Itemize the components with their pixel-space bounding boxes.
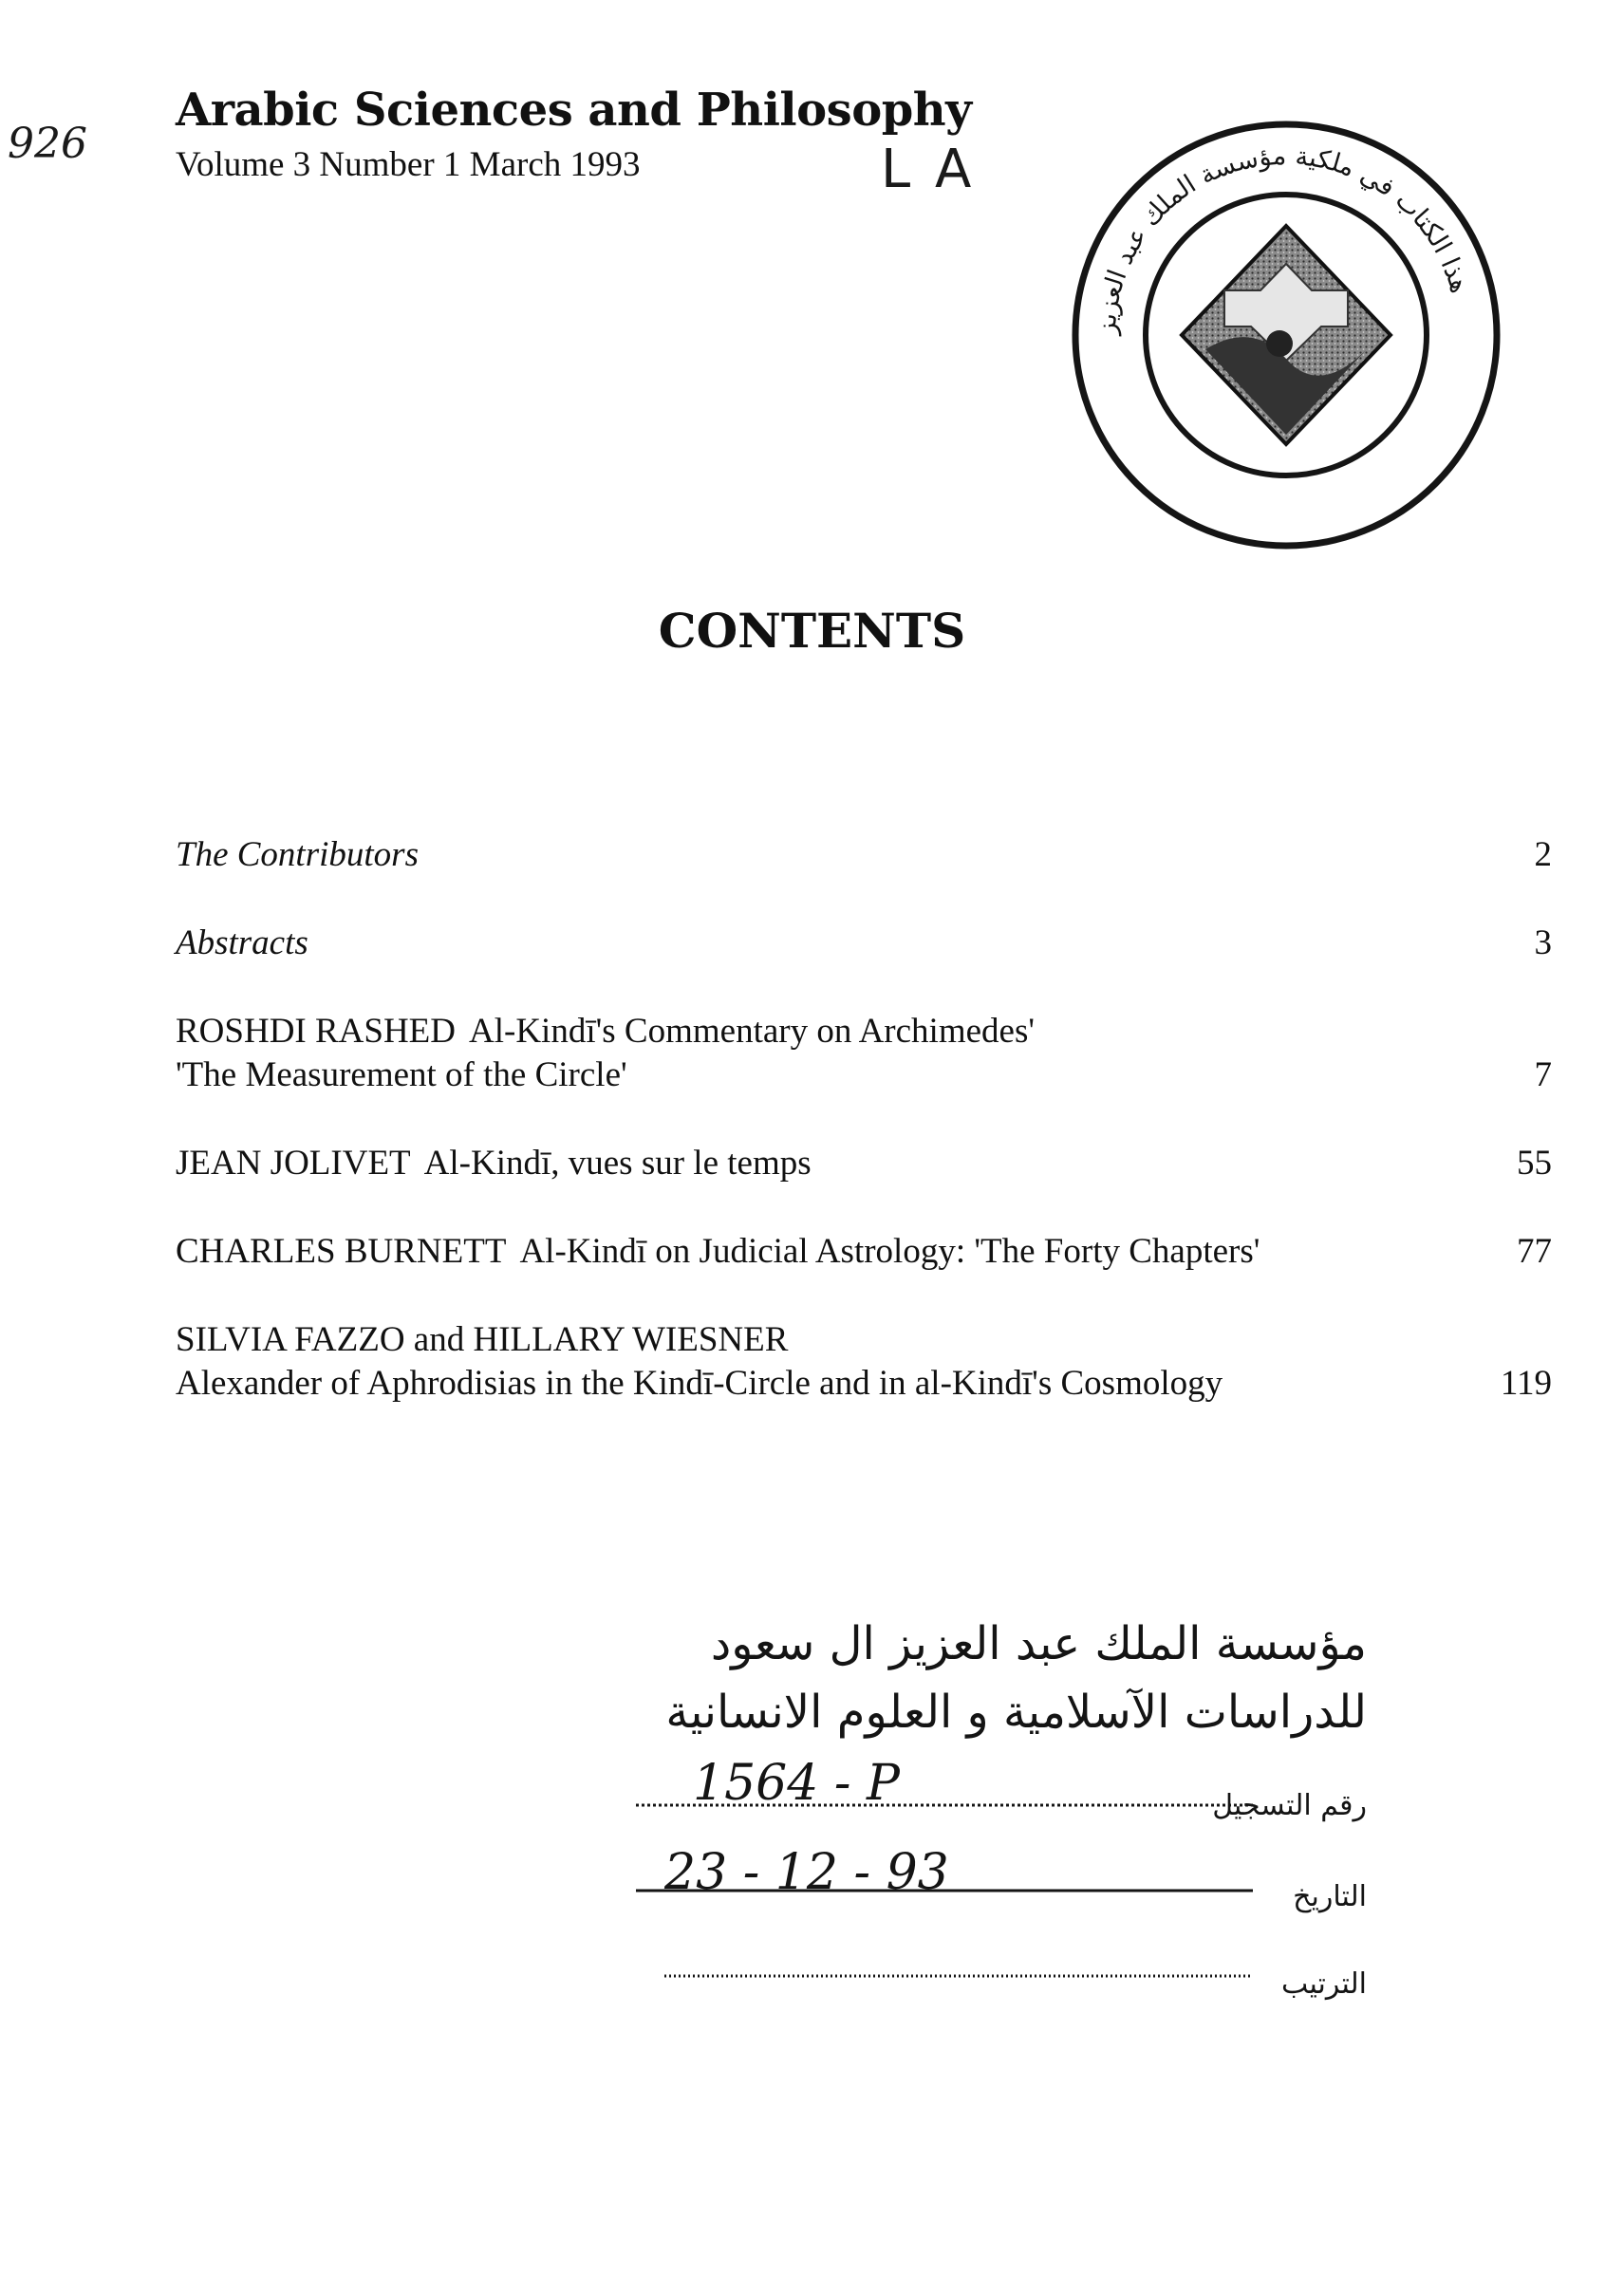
toc-entry-fazzo-wiesner: [176, 1318, 1552, 1406]
toc-entry-title: The Contributors: [176, 835, 419, 874]
toc-page-number: 2: [1534, 835, 1552, 874]
library-seal-stamp: [1063, 112, 1509, 558]
registration-stamp-line2: للدراسات الآسلامية و العلوم الانسانية: [665, 1686, 1367, 1739]
toc-entry-author: JEAN JOLIVET: [176, 1144, 411, 1183]
toc-entry-title: Alexander of Aphrodisias in the Kindī-Circle and in al-Kindī's Cosmology: [176, 1364, 1223, 1403]
handwritten-margin-note: 926: [8, 120, 87, 168]
toc-page-number: 77: [1517, 1232, 1552, 1271]
registration-stamp-line1: مؤسسة الملك عبد العزيز ال سعود: [710, 1617, 1367, 1670]
toc-entry-jolivet: [176, 1142, 1552, 1185]
toc-entry-body: [176, 1230, 1476, 1274]
toc-entry-title-continued: 'The Measurement of the Circle': [176, 1055, 627, 1094]
toc-entry-burnett: [176, 1230, 1552, 1274]
toc-entry-contributors: [176, 833, 1552, 877]
toc-page-number: 3: [1534, 923, 1552, 962]
journal-title: Arabic Sciences and Philosophy: [176, 84, 972, 137]
toc-entry-abstracts: [176, 922, 1552, 965]
registration-class-label: الترتيب: [1281, 1967, 1367, 2001]
toc-entry-author: ROSHDI RASHED: [176, 1012, 457, 1051]
toc-entry-title: Abstracts: [176, 923, 308, 962]
toc-entry-title: Al-Kindī, vues sur le temps: [423, 1144, 812, 1183]
toc-entry-title: Al-Kindī's Commentary on Archimedes': [469, 1012, 1036, 1051]
toc-entry-author: CHARLES BURNETT: [176, 1232, 507, 1271]
toc-entry-author: SILVIA FAZZO and HILLARY WIESNER: [176, 1320, 789, 1359]
toc-entry-body: [176, 1010, 1476, 1097]
contents-heading: CONTENTS: [658, 603, 966, 659]
registration-number-value: 1564 - P: [693, 1755, 900, 1812]
toc-page-number: 55: [1517, 1144, 1552, 1183]
toc-entry-rashed: [176, 1010, 1552, 1097]
library-registration-stamp: [607, 1604, 1386, 2022]
toc-entry-first-line: [176, 1010, 1476, 1053]
toc-entry-title: Al-Kindī on Judicial Astrology: 'The Forty Chapters': [519, 1232, 1260, 1271]
toc-entry-body: [176, 1142, 1476, 1185]
handwritten-corner-mark: L A: [881, 139, 976, 200]
toc-page-number: 7: [1534, 1055, 1552, 1094]
registration-number-label: رقم التسجيل: [1212, 1789, 1367, 1822]
registration-date-label: التاريخ: [1293, 1880, 1367, 1913]
toc-page-number: 119: [1500, 1364, 1552, 1403]
seal-emblem: [1182, 226, 1391, 444]
toc-entry-body: [176, 1318, 1476, 1406]
table-of-contents: [176, 833, 1552, 1450]
registration-date-value: 23 - 12 - 93: [664, 1844, 949, 1901]
seal-ring-text: هذا الكتاب في ملكية مؤسسة الملك عبد العزيز: [1092, 140, 1475, 336]
journal-issue-line: Volume 3 Number 1 March 1993: [176, 145, 641, 184]
